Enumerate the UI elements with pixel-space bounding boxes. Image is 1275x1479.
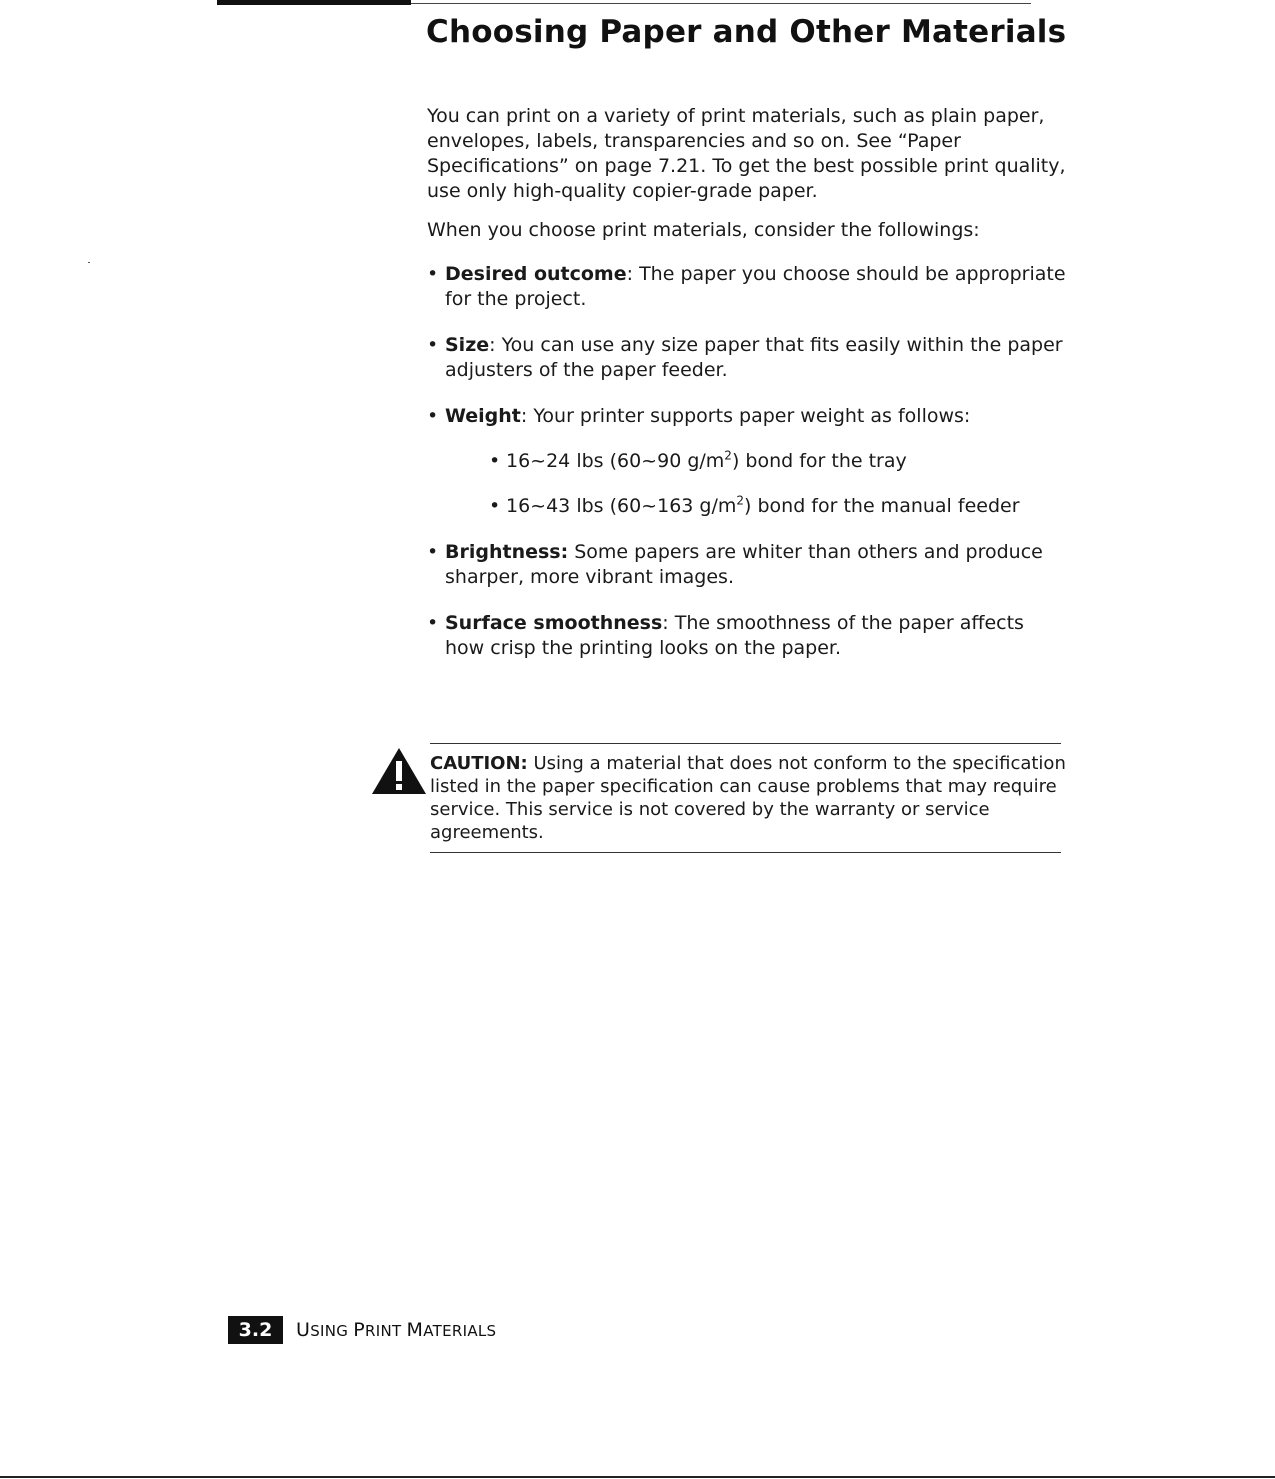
bullet-icon: •: [427, 612, 439, 634]
list-item-weight-tray: • 16~24 lbs (60~90 $g/m^2$) bond for the tray: [489, 448, 907, 472]
bullet-icon: •: [489, 495, 501, 517]
section-name: USING PRINT MATERIALS: [296, 1319, 497, 1341]
caution-body: Using a material that does not conform to the specification listed in the paper specification can cause problems that may require service. This service is not covered by the warranty or service agreements.: [430, 753, 1066, 843]
list-item-weight: • Weight: Your printer supports paper weight as follows: • 16~24 lbs (60~90 $g/m^2$) bond for the tray • 16~43 lbs (60~163 $g/m^2$) bond for the manual feeder: [427, 404, 1067, 519]
caution-top-rule: [430, 743, 1061, 744]
description: Your printer supports paper weight as follows:: [527, 405, 971, 427]
term: Desired outcome: [445, 263, 627, 285]
term: Surface smoothness: [445, 612, 663, 634]
bullet-icon: •: [427, 263, 439, 285]
page-footer: [228, 1316, 496, 1344]
term: Weight: [445, 405, 521, 427]
bullet-icon: •: [427, 405, 439, 427]
caution-note: [430, 752, 1070, 844]
description: You can use any size paper that fits easily within the paper adjusters of the paper feeder.: [445, 334, 1063, 381]
list-item-weight-manual: • 16~43 lbs (60~163 $g/m^2$) bond for the manual feeder: [489, 493, 1020, 517]
lead-in-paragraph: When you choose print materials, consider the followings:: [427, 219, 980, 241]
term: Size: [445, 334, 490, 356]
header-rule: [411, 3, 1031, 4]
description: The smoothness of the paper affects how crisp the printing looks on the paper.: [445, 612, 1024, 659]
list-item-brightness: [427, 540, 1067, 590]
term: Brightness:: [445, 541, 569, 563]
page-number-badge: 3.2: [228, 1316, 283, 1344]
intro-paragraph: You can print on a variety of print materials, such as plain paper, envelopes, labels, transparencies and so on. See “Paper Specifications” on page 7.21. To get the best possible print quality, use only high-quality copier-grade paper.: [427, 105, 1066, 202]
caution-label: CAUTION:: [430, 753, 528, 774]
scan-mark: [88, 262, 90, 263]
description: The paper you choose should be appropriate for the project.: [445, 263, 1066, 310]
bullet-icon: •: [427, 334, 439, 356]
page-title: Choosing Paper and Other Materials: [426, 14, 1067, 50]
description: Some papers are whiter than others and produce sharper, more vibrant images.: [445, 541, 1043, 588]
header-rule-thick: [217, 0, 411, 5]
bullet-icon: •: [489, 450, 501, 472]
warning-icon: [371, 747, 427, 795]
list-item-desired-outcome: • Desired outcome: The paper you choose should be appropriate for the project.: [427, 263, 1066, 310]
list-item-surface-smoothness: • Surface smoothness: The smoothness of the paper affects how crisp the printing looks on the paper.: [427, 612, 1024, 659]
weight-list: [445, 449, 1067, 519]
considerations-list: [427, 262, 1067, 661]
list-item-size: • Size: You can use any size paper that fits easily within the paper adjusters of the paper feeder.: [427, 334, 1063, 381]
body-content: [427, 104, 1067, 682]
page-bottom-rule: [0, 1476, 1275, 1478]
caution-bottom-rule: [430, 852, 1061, 853]
bullet-icon: •: [427, 541, 439, 563]
